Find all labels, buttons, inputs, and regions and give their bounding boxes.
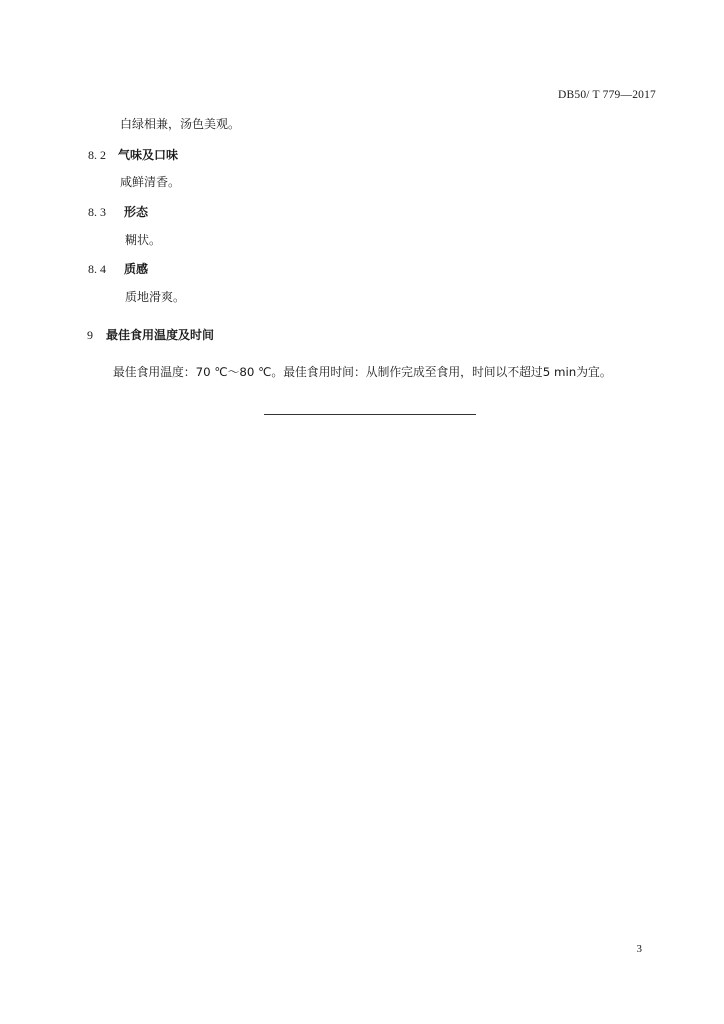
section-text-9: 最佳食用温度：70 ℃～80 ℃。最佳食用时间：从制作完成至食用，时间以不超过5 min为宜。 xyxy=(113,365,612,379)
section-text-8-3: 糊状。 xyxy=(125,233,162,247)
section-title-8-3: 形态 xyxy=(124,205,149,219)
section-number-8-3: 8. 3 xyxy=(88,205,106,219)
standard-code-header: DB50/ T 779—2017 xyxy=(558,89,656,101)
section-text-8-4: 质地滑爽。 xyxy=(125,290,186,304)
page-number: 3 xyxy=(636,943,642,955)
section-number-8-2: 8. 2 xyxy=(88,148,106,162)
color-description: 白绿相兼，汤色美观。 xyxy=(120,117,241,131)
section-number-9: 9 xyxy=(87,328,93,342)
end-of-document-rule xyxy=(264,414,476,415)
section-title-8-2: 气味及口味 xyxy=(118,148,179,162)
section-title-9: 最佳食用温度及时间 xyxy=(106,328,215,342)
section-title-8-4: 质感 xyxy=(124,262,149,276)
section-number-8-4: 8. 4 xyxy=(88,262,106,276)
section-text-8-2: 咸鲜清香。 xyxy=(120,175,181,189)
